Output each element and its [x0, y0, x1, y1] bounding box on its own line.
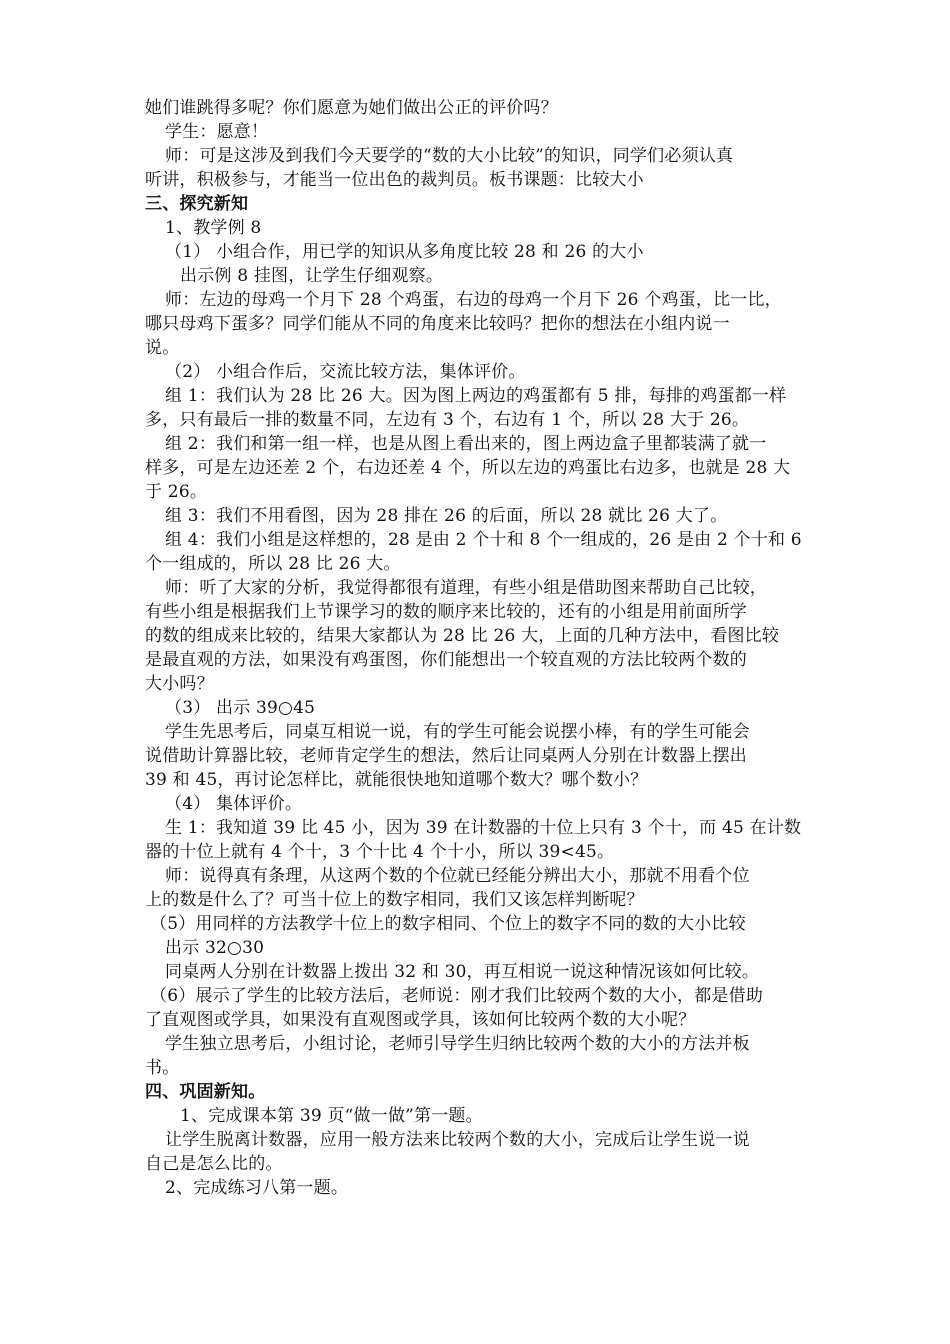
text-line: 组 1：我们认为 28 比 26 大。因为图上两边的鸡蛋都有 5 排，每排的鸡蛋都一样: [165, 386, 787, 406]
text-line: 师：说得真有条理，从这两个数的个位就已经能分辨出大小，那就不用看个位: [165, 866, 750, 886]
text-line: （1） 小组合作，用已学的知识从多角度比较 28 和 26 的大小: [165, 242, 644, 262]
text-line: 学生：愿意！: [165, 122, 269, 142]
text-line: （3） 出示 39○45: [165, 698, 316, 718]
text-line: 师：听了大家的分析，我觉得都很有道理，有些小组是借助图来帮助自己比较，: [165, 578, 767, 598]
text-line: 是最直观的方法，如果没有鸡蛋图，你们能想出一个较直观的方法比较两个数的: [145, 650, 747, 670]
text-line: 了直观图或学具，如果没有直观图或学具，该如何比较两个数的大小呢？: [145, 1010, 696, 1030]
text-line: 个一组成的，所以 28 比 26 大。: [145, 554, 401, 574]
text-line: 哪只母鸡下蛋多？同学们能从不同的角度来比较吗？把你的想法在小组内说一: [145, 314, 730, 334]
text-line: 说借助计算器比较，老师肯定学生的想法，然后让同桌两人分别在计数器上摆出: [145, 746, 747, 766]
text-line: 组 2：我们和第一组一样，也是从图上看出来的，图上两边盒子里都装满了就一: [165, 434, 767, 454]
text-line: 听讲，积极参与，才能当一位出色的裁判员。板书课题：比较大小: [145, 170, 644, 190]
text-line: （6）展示了学生的比较方法后，老师说：刚才我们比较两个数的大小，都是借助: [150, 986, 764, 1006]
section-heading: 四、巩固新知。: [145, 1082, 266, 1102]
text-line: 自己是怎么比的。: [145, 1154, 283, 1174]
section-heading: 三、探究新知: [145, 194, 249, 214]
text-line: 样多，可是左边还差 2 个，右边还差 4 个，所以左边的鸡蛋比右边多，也就是 28 大: [145, 458, 791, 478]
text-line: 39 和 45，再讨论怎样比，就能很快地知道哪个数大？哪个数小？: [145, 770, 648, 790]
text-line: 1、完成课本第 39 页“做一做”第一题。: [180, 1106, 483, 1126]
text-line: 的数的组成来比较的，结果大家都认为 28 比 26 大，上面的几种方法中，看图比较: [145, 626, 780, 646]
text-line: （2） 小组合作后，交流比较方法，集体评价。: [165, 362, 526, 382]
text-line: 器的十位上就有 4 个十，3 个十比 4 个十小，所以 39<45。: [145, 842, 615, 862]
text-line: 多，只有最后一排的数量不同，左边有 3 个，右边有 1 个，所以 28 大于 26。: [145, 410, 750, 430]
text-line: 上的数是什么了？可当十位上的数字相同，我们又该怎样判断呢？: [145, 890, 644, 910]
text-line: 同桌两人分别在计数器上拨出 32 和 30，再互相说一说这种情况该如何比较。: [165, 962, 760, 982]
text-line: 学生先思考后，同桌互相说一说，有的学生可能会说摆小棒，有的学生可能会: [165, 722, 750, 742]
text-line: 2、完成练习八第一题。: [165, 1178, 349, 1198]
text-line: 师：左边的母鸡一个月下 28 个鸡蛋，右边的母鸡一个月下 26 个鸡蛋，比一比，: [165, 290, 782, 310]
text-line: 出示例 8 挂图，让学生仔细观察。: [180, 266, 444, 286]
text-line: （4） 集体评价。: [165, 794, 303, 814]
text-line: 于 26。: [145, 482, 208, 502]
text-line: 组 4：我们小组是这样想的，28 是由 2 个十和 8 个一组成的，26 是由 2 个十和 6: [165, 530, 802, 550]
text-line: 让学生脱离计数器，应用一般方法来比较两个数的大小，完成后让学生说一说: [165, 1130, 750, 1150]
text-line: 出示 32○30: [165, 938, 265, 958]
text-line: 1、教学例 8: [165, 218, 262, 238]
text-line: 书。: [145, 1058, 180, 1078]
text-line: 大小吗？: [145, 674, 214, 694]
text-line: 学生独立思考后，小组讨论，老师引导学生归纳比较两个数的大小的方法并板: [165, 1034, 750, 1054]
text-line: 她们谁跳得多呢？你们愿意为她们做出公正的评价吗？: [145, 98, 558, 118]
text-line: 师：可是这涉及到我们今天要学的“数的大小比较”的知识，同学们必须认真: [165, 146, 734, 166]
text-line: （5）用同样的方法教学十位上的数字相同、个位上的数字不同的数的大小比较: [150, 914, 746, 934]
text-line: 生 1：我知道 39 比 45 小，因为 39 在计数器的十位上只有 3 个十，而 45 在计数: [165, 818, 802, 838]
text-line: 组 3：我们不用看图，因为 28 排在 26 的后面，所以 28 就比 26 大了。: [165, 506, 728, 526]
text-line: 说。: [145, 338, 180, 358]
text-line: 有些小组是根据我们上节课学习的数的顺序来比较的，还有的小组是用前面所学: [145, 602, 747, 622]
